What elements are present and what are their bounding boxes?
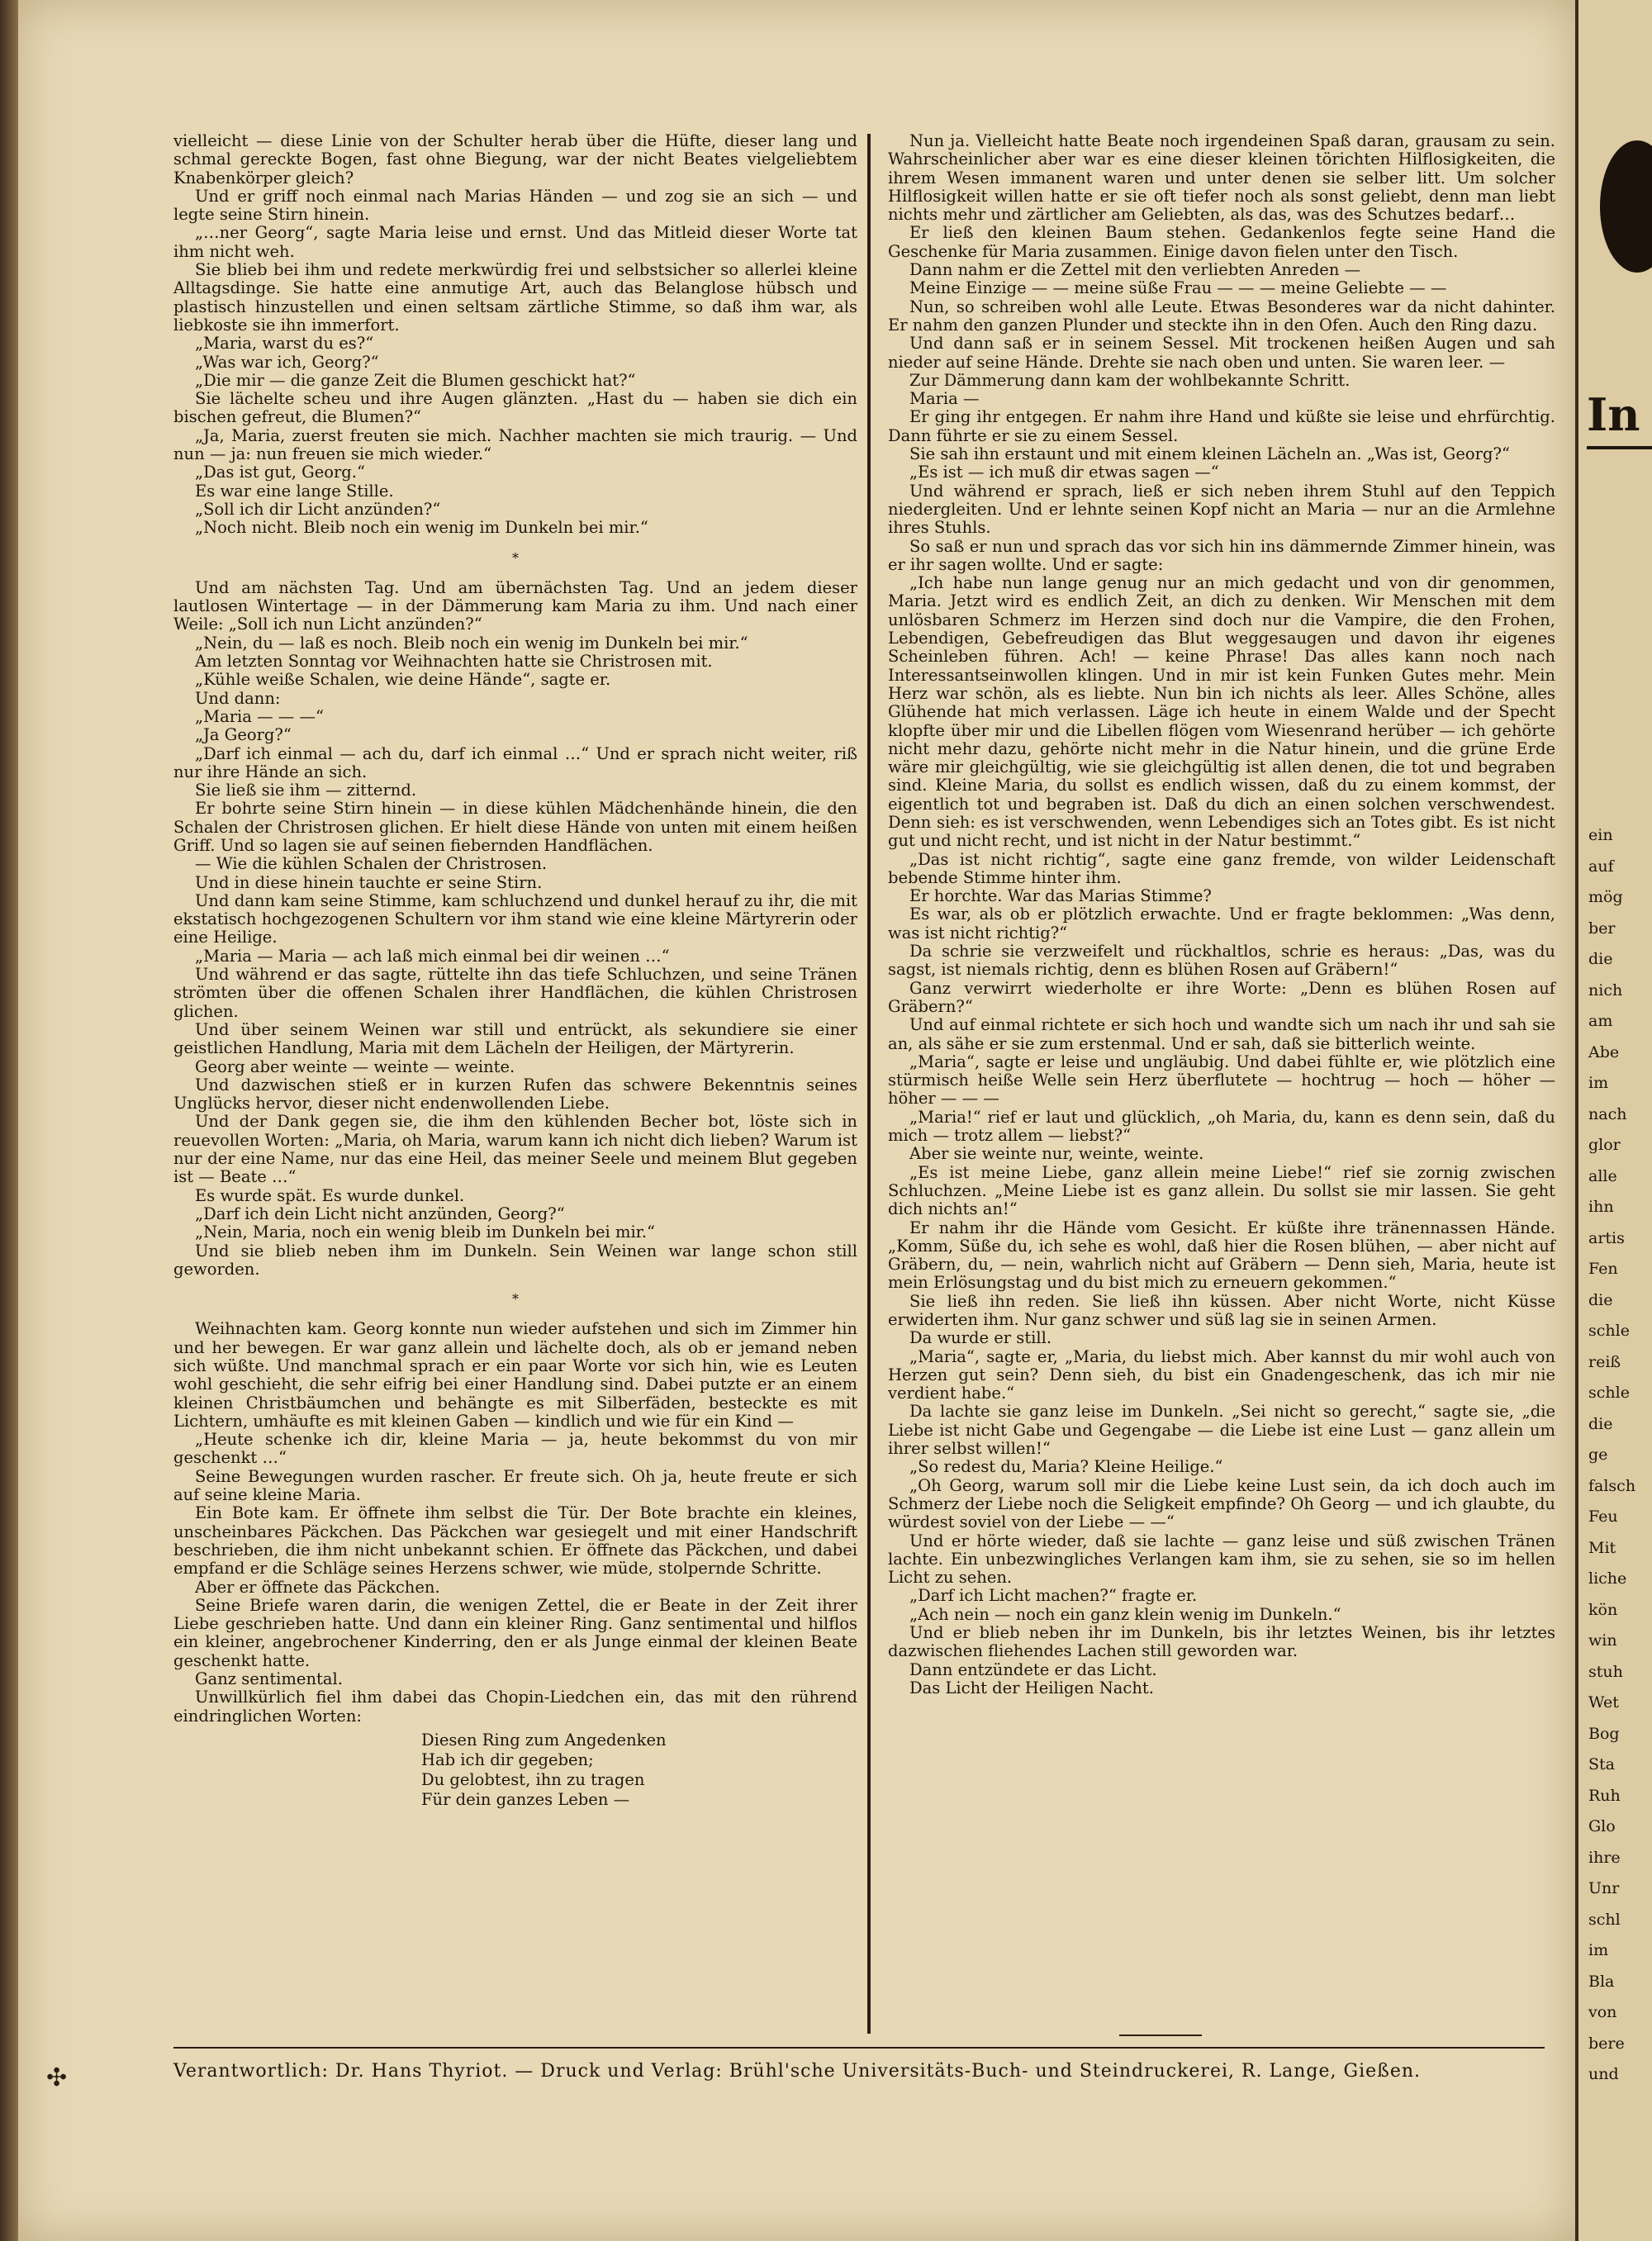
paragraph: Und auf einmal richtete er sich hoch und wandte sich um nach ihr und sah sie an, als sähe er sie zum erstenmal. Und er sah, daß sie bitterlich weinte. [888,1015,1555,1053]
paragraph: Und dann saß er in seinem Sessel. Mit trockenen heißen Augen und sah nieder auf seine Hände. Drehte sie nach oben und unten. Sie waren leer. — [888,334,1555,372]
ink-blot-icon [1600,140,1652,273]
paragraph: Am letzten Sonntag vor Weihnachten hatte sie Christrosen mit. [195,652,713,672]
paragraph: Weihnachten kam. Georg konnte nun wieder aufstehen und sich im Zimmer hin und her bewegen. Er war ganz allein und lächelte doch, als ob er jemand neben sich wüßte. Und manchmal sprach er ein paar Worte vor sich hin, wie es Leuten wohl geschieht, die sehr eifrig bei einer Handlung sind. Dabei putzte er an einem kleinen Christbäumchen und behängte es mit Silberfäden, besteckte es mit Lichtern, umhäufte es mit kleinen Gaben — kindlich und wie für ein Kind — [173,1319,857,1431]
paragraph: Da lachte sie ganz leise im Dunkeln. „Sei nicht so gerecht,“ sagte sie, „die Liebe ist nicht Gabe und Gegengabe — die Liebe ist eine Lust — ganz allein um ihrer selbst willen!“ [888,1402,1555,1459]
paragraph: Er ging ihr entgegen. Er nahm ihre Hand und küßte sie leise und ehrfürchtig. Dann führte er sie zu einem Sessel. [888,407,1555,445]
next-page-word: Bog [1588,1724,1620,1743]
paragraph: Nun, so schreiben wohl alle Leute. Etwas Besonderes war da nicht dahinter. Er nahm den ganzen Plunder und steckte ihn in den Ofen. Auch den Ring dazu. [888,297,1555,335]
next-page-word: ihn [1588,1198,1614,1216]
paragraph: Seine Bewegungen wurden rascher. Er freute sich. Oh ja, heute freute er sich auf seine kleine Maria. [173,1466,857,1505]
next-page-word: Fen [1588,1260,1618,1278]
paragraph: Dann entzündete er das Licht. [909,1659,1157,1679]
paragraph: Maria — [909,389,980,409]
next-page-word: liche [1588,1569,1627,1588]
next-page-word: Abe [1588,1042,1620,1061]
next-page-word: Unr [1588,1879,1620,1897]
paragraph: „Was war ich, Georg?“ [195,352,379,372]
next-page-word: Glo [1588,1817,1616,1835]
paragraph: Es war, als ob er plötzlich erwachte. Und er fragte beklommen: „Was denn, was ist nicht richtig?“ [888,904,1555,942]
paragraph: Aber sie weinte nur, weinte, weinte. [909,1144,1204,1164]
left-column [173,132,857,1810]
paragraph: Zur Dämmerung dann kam der wohlbekannte Schritt. [909,370,1351,390]
paragraph: „Maria — Maria — ach laß mich einmal bei dir weinen …“ [195,946,670,966]
next-page-word: reiß [1588,1352,1621,1371]
paragraph: „Darf ich dein Licht nicht anzünden, Georg?“ [195,1204,565,1223]
ink-mark-icon: ✣ [46,2063,68,2092]
paragraph: „Kühle weiße Schalen, wie deine Hände“, sagte er. [195,670,611,690]
paragraph: „Noch nicht. Bleib noch ein wenig im Dunkeln bei mir.“ [195,518,648,538]
paragraph: Und dann: [195,688,281,708]
paragraph: So saß er nun und sprach das vor sich hin ins dämmernde Zimmer hinein, was er ihr sagen wollte. Und er sagte: [888,536,1555,574]
book-spine-edge [0,0,18,2241]
paragraph: Und sie blieb neben ihm im Dunkeln. Sein Weinen war lange schon still geworden. [173,1241,857,1279]
paragraph: Das Licht der Heiligen Nacht. [909,1678,1154,1697]
next-page-word: stuh [1588,1662,1623,1681]
paragraph: Und am nächsten Tag. Und am übernächsten Tag. Und an jedem dieser lautlosen Wintertage — in der Dämmerung kam Maria zu ihm. Und nach einer Weile: „Soll ich nun Licht anzünden?“ [173,577,857,634]
next-page-word: win [1588,1631,1617,1650]
paragraph: Unwillkürlich fiel ihm dabei das Chopin-Liedchen ein, das mit den rührend eindringlichen Worten: [173,1688,857,1726]
paragraph: „Ja Georg?“ [195,725,292,745]
paragraph: Sie sah ihn erstaunt und mit einem kleinen Lächeln an. „Was ist, Georg?“ [909,444,1510,464]
paragraph: Ganz sentimental. [195,1669,343,1689]
paragraph: Und während er das sagte, rüttelte ihn das tiefe Schluchzen, und seine Tränen strömten über die offenen Schalen ihrer Handflächen, die kühlen Christrosen glichen. [173,965,857,1021]
next-page-word: und [1588,2065,1619,2083]
next-page-word: nach [1588,1104,1627,1123]
next-page-word: am [1588,1012,1613,1030]
section-separator: * [512,1291,519,1308]
paragraph: Georg aber weinte — weinte — weinte. [195,1056,515,1076]
imprint-footer: Verantwortlich: Dr. Hans Thyriot. — Druck und Verlag: Brühl'sche Universitäts-Buch- und Steindruckerei, R. Lange, Gießen. [173,2061,1422,2082]
paragraph: „Oh Georg, warum soll mir die Liebe keine Lust sein, da ich doch auch im Schmerz der Liebe noch die Seligkeit empfinde? Oh Georg — und ich glaubte, du würdest soviel von der Liebe — —“ [888,1475,1555,1532]
next-page-word: glor [1588,1136,1621,1154]
paragraph: „Ja, Maria, zuerst freuten sie mich. Nachher machten sie mich traurig. — Und nun — ja: nun freuen sie mich wieder.“ [173,425,857,464]
paragraph: „Es ist meine Liebe, ganz allein meine Liebe!“ rief sie zornig zwischen Schluchzen. „Meine Liebe ist es ganz allein. Du sollst sie mir lassen. Sie geht dich nichts an!“ [888,1162,1555,1219]
column-divider [867,134,871,2034]
next-page-heading: In [1587,388,1640,441]
paragraph: Da wurde er still. [909,1328,1052,1348]
paragraph: Sie blieb bei ihm und redete merkwürdig frei und selbstsicher so allerlei kleine Alltagsdinge. Sie hatte eine anmutige Art, auch das Belanglose hübsch und plastisch hinzustellen und einen seltsam zärtliche Stimme, so daß ihm war, als liebkoste sie ihn immerfort. [173,260,857,335]
paragraph: Er horchte. War das Marias Stimme? [909,886,1212,906]
next-page-word: die [1588,1414,1613,1433]
next-page-word: ber [1588,919,1616,938]
poem-line: Du gelobtest, ihn zu tragen [421,1769,645,1789]
paragraph: Nun ja. Vielleicht hatte Beate noch irgendeinen Spaß daran, grausam zu sein. Wahrscheinlicher aber war es eine dieser kleinen törichten Hilflosigkeiten, die ihrem Wesen immanent waren und unter denen sie selber litt. Um solcher Hilflosigkeit willen hatte er sie oft tiefer noch als sonst geliebt, denn man liebt nichts mehr und zärtlicher am Geliebten, als das, was des Schutzes bedarf… [888,131,1555,225]
paragraph: Sie ließ ihn reden. Sie ließ ihn küssen. Aber nicht Worte, nicht Küsse erwiderten ihm. Nur ganz schwer und süß lag sie in seinen Armen. [888,1291,1555,1329]
paragraph: „Soll ich dir Licht anzünden?“ [195,499,441,519]
poem-line: Für dein ganzes Leben — [421,1789,630,1809]
next-page-word: alle [1588,1166,1617,1185]
paragraph: „Nein, du — laß es noch. Bleib noch ein wenig im Dunkeln bei mir.“ [195,633,748,653]
next-page-word: falsch [1588,1476,1636,1495]
next-page-word: die [1588,1290,1613,1309]
paragraph: „Die mir — die ganze Zeit die Blumen geschickt hat?“ [195,370,636,390]
paragraph: Er ließ den kleinen Baum stehen. Gedankenlos fegte seine Hand die Geschenke für Maria zusammen. Einige davon fielen unter den Tisch. [888,223,1555,261]
paragraph: „Maria“, sagte er leise und ungläubig. Und dabei fühlte er, wie plötzlich eine stürmisch heiße Welle sein Herz überflutete — hochtrug — hoch — höher — höher — — — [888,1052,1555,1109]
next-page-word: bere [1588,2034,1625,2053]
footer-rule [173,2047,1545,2049]
paragraph: Da schrie sie verzweifelt und rückhaltlos, schrie es heraus: „Das, was du sagst, ist niemals richtig, denn es blühen Rosen auf Gräbern!“ [888,942,1555,980]
paragraph: „Das ist gut, Georg.“ [195,463,365,482]
paragraph: — Wie die kühlen Schalen der Christrosen. [195,854,548,874]
paragraph: Und in diese hinein tauchte er seine Stirn. [195,872,543,892]
paragraph: Meine Einzige — — meine süße Frau — — — meine Geliebte — — [909,278,1447,298]
paragraph: Es wurde spät. Es wurde dunkel. [195,1185,465,1205]
end-rule [1119,2034,1202,2036]
next-page-word: schl [1588,1910,1621,1929]
next-page-word: Wet [1588,1693,1619,1712]
paragraph: „Es ist — ich muß dir etwas sagen —“ [909,463,1219,482]
next-page-word: ihre [1588,1848,1621,1867]
paragraph: Und über seinem Weinen war still und entrückt, als sekundiere sie einer geistlichen Handlung, Maria mit dem Lächeln der Heiligen, der Märtyrerin. [173,1019,857,1058]
paragraph: Und er griff noch einmal nach Marias Händen — und zog sie an sich — und legte seine Stirn hinein. [173,186,857,225]
next-page-word: im [1588,1941,1609,1959]
paragraph: Und während er sprach, ließ er sich neben ihrem Stuhl auf den Teppich niedergleiten. Und er lehnte seinen Kopf nicht an Maria — nur an die Armlehne ihres Stuhls. [888,481,1555,538]
section-separator: * [512,549,519,566]
next-page-word: mög [1588,888,1623,906]
paragraph: „Darf ich einmal — ach du, darf ich einmal …“ Und er sprach nicht weiter, riß nur ihre Hände an sich. [173,743,857,781]
paragraph: vielleicht — diese Linie von der Schulter herab über die Hüfte, dieser lang und schmal gereckte Bogen, fast ohne Biegung, war der nicht Beates vielgeliebtem Knabenkörper gleich? [173,131,857,188]
paragraph: Er bohrte seine Stirn hinein — in diese kühlen Mädchenhände hinein, die den Schalen der Christrosen glichen. Er hielt diese Hände von unten mit einem heißen Griff. Und so lagen sie auf seinen fiebernden Handflächen. [173,799,857,855]
next-page-word: Ruh [1588,1786,1621,1805]
paragraph: „Darf ich Licht machen?“ fragte er. [909,1586,1198,1606]
next-page-word: Bla [1588,1972,1615,1991]
next-page-word: ein [1588,826,1613,844]
poem-verse [421,1731,857,1810]
paragraph: Und er hörte wieder, daß sie lachte — ganz leise und süß zwischen Tränen lachte. Ein unbezwingliches Verlangen kam ihm, sie zu sehen, sie so im hellen Licht zu sehen. [888,1531,1555,1588]
paragraph: „Nein, Maria, noch ein wenig bleib im Dunkeln bei mir.“ [195,1223,656,1242]
next-page-word: nich [1588,980,1623,999]
paragraph: „Das ist nicht richtig“, sagte eine ganz fremde, von wilder Leidenschaft bebende Stimme hinter ihm. [888,849,1555,887]
next-page-word: schle [1588,1384,1630,1402]
paragraph: „So redest du, Maria? Kleine Heilige.“ [909,1457,1223,1477]
paragraph: Und dazwischen stieß er in kurzen Rufen das schwere Bekenntnis seines Unglücks hervor, dieser nicht endenwollenden Liebe. [173,1075,857,1113]
paragraph: Aber er öffnete das Päckchen. [195,1577,440,1597]
next-page-word: die [1588,950,1613,968]
paragraph: „Maria, warst du es?“ [195,334,374,354]
next-page-word: von [1588,2003,1617,2021]
paragraph: „Ach nein — noch ein ganz klein wenig im Dunkeln.“ [909,1604,1341,1624]
next-page-word: auf [1588,857,1614,876]
paragraph: Es war eine lange Stille. [195,481,394,501]
next-page-word: Sta [1588,1755,1615,1773]
next-page-word: schle [1588,1322,1630,1340]
next-page-word: Feu [1588,1507,1618,1526]
paragraph: „Maria — — —“ [195,706,324,726]
right-column [888,132,1555,1697]
paragraph: „Heute schenke ich dir, kleine Maria — ja, heute bekommst du von mir geschenkt …“ [173,1430,857,1468]
next-page-word: im [1588,1074,1609,1092]
paragraph: Und der Dank gegen sie, die ihm den kühlenden Becher bot, löste sich in reuevollen Worten: „Maria, oh Maria, warum kann ich nicht dich lieben? Warum ist nur der eine Name, nur das eine Heil, das meiner Seele und meinem Blut gegeben ist — Beate …“ [173,1112,857,1187]
next-page-rule [1587,446,1652,449]
paragraph: Ein Bote kam. Er öffnete ihm selbst die Tür. Der Bote brachte ein kleines, unscheinbares Päckchen. Das Päckchen war gesiegelt und mit einer Handschrift beschrieben, die ihm nicht unbekannt schien. Er öffnete das Päckchen, und dabei empfand er die Schläge seines Herzens schwer, wie müde, stolpernde Schritte. [173,1503,857,1579]
paragraph: Er nahm ihr die Hände vom Gesicht. Er küßte ihre tränennassen Hände. „Komm, Süße du, ich sehe es wohl, daß hier die Rosen blühen, — aber nicht auf Gräbern, du, — nein, wahrlich nicht auf Gräbern — Denn sieh, Maria, heute ist mein Erlösungstag und du bist mich zu erneuern gekommen.“ [888,1218,1555,1293]
paragraph: Sie lächelte scheu und ihre Augen glänzten. „Hast du — haben sie dich ein bischen gefreut, die Blumen?“ [173,389,857,427]
paragraph: Dann nahm er die Zettel mit den verliebten Anreden — [909,260,1361,280]
poem-line: Diesen Ring zum Angedenken [421,1730,667,1750]
paragraph: Seine Briefe waren darin, die wenigen Zettel, die er Beate in der Zeit ihrer Liebe geschrieben hatte. Und dann ein kleiner Ring. Ganz sentimental und hilflos ein kleiner, angebrochener Kinderring, den er als Junge einmal der kleinen Beate geschenkt hatte. [173,1595,857,1670]
paragraph: Und er blieb neben ihr im Dunkeln, bis ihr letztes Weinen, bis ihr letztes dazwischen fliehendes Lachen still geworden war. [888,1623,1555,1661]
next-page-word: ge [1588,1446,1608,1464]
paragraph: Und dann kam seine Stimme, kam schluchzend und dunkel herauf zu ihr, die mit ekstatisch hochgezogenen Schultern vor ihm stand wie eine kleine Märtyrerin oder eine Heilige. [173,890,857,947]
paragraph: „Maria“, sagte er, „Maria, du liebst mich. Aber kannst du mir wohl auch von Herzen gut sein? Denn sieh, du bist ein Gnadengeschenk, das ich mir nie verdient habe.“ [888,1346,1555,1403]
paragraph: „Maria!“ rief er laut und glücklich, „oh Maria, du, kann es denn sein, daß du mich — trotz allem — liebst?“ [888,1107,1555,1146]
poem-line: Hab ich dir gegeben; [421,1750,594,1769]
next-page-word: Mit [1588,1538,1616,1557]
next-page-word: artis [1588,1228,1625,1247]
paragraph: Sie ließ sie ihm — zitternd. [195,781,417,800]
next-page-edge [1575,0,1652,2241]
paragraph: „…ner Georg“, sagte Maria leise und ernst. Und das Mitleid dieser Worte tat ihm nicht weh. [173,223,857,261]
next-page-word: kön [1588,1600,1618,1619]
paragraph: Ganz verwirrt wiederholte er ihre Worte: „Denn es blühen Rosen auf Gräbern?“ [888,978,1555,1016]
paragraph: „Ich habe nun lange genug nur an mich gedacht und von dir genommen, Maria. Jetzt wird es endlich Zeit, an dich zu denken. Wir Menschen mit dem unlösbaren Schmerz im Herzen sind doch nur die Vampire, die den Frohen, Lebendigen, Gebefreudigen das Blut weggesaugen und davon ihr eigenes Scheinleben führen. Ach! — keine Phrase! Das alles kann noch nach Interessantseinwollen klingen. Und in mir ist kein Funken Gutes mehr. Mein Herz war schön, als es liebte. Nun bin ich nichts als leer. Alles Schöne, alles Glühende hat mich verlassen. Läge ich heute in einem Walde und der Specht klopfte über mir und die Libellen flögen vom Wiesenrand herüber — ich gehörte nicht mehr dazu, gehörte nicht mehr in die Natur hinein, und die grüne Erde wäre mir gleichgültig, wie sie gleichgültig ist allen denen, die tot und begraben sind. Kleine Maria, du sollst es endlich wissen, daß du zu einem kommst, der eigentlich tot und begraben ist. Daß du dich an einen solchen verschwendest. Denn sieh: es ist verschwenden, wenn Lebendiges sich an Totes gibt. Es ist nicht gut und nicht recht, und ist nicht in der Natur bestimmt.“ [888,573,1555,851]
